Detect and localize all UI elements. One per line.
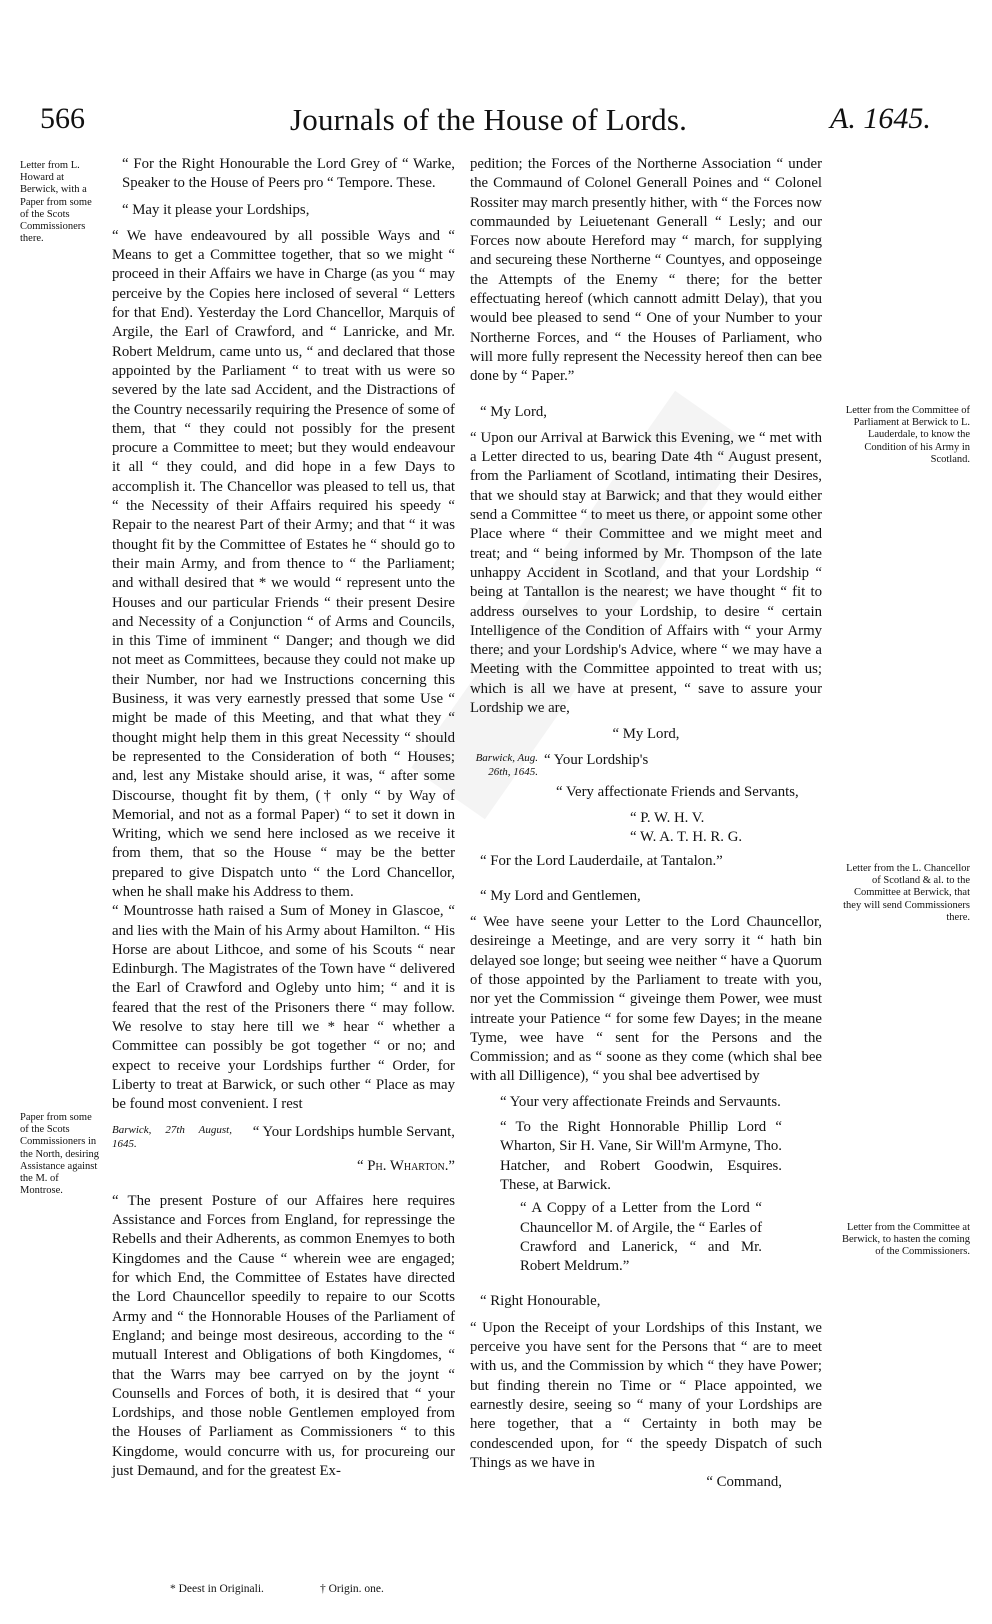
letter-paragraph: “ Upon the Receipt of your Lordships of this Instant, we perceive you have sent for the Persons that “ are to meet with us, and the Commission by which “ they have Power; but finding therein no Time or “ Place appointed, we earnestly desire, seeing so “ many of your Lordships are here together, that a “ Certainty in both may be condescended upon, for “ the speedy Dispatch of such Things as we have in (470, 1319, 822, 1471)
letter-salutation: “ May it please your Lordships, (122, 201, 310, 218)
closing-line: “ Your Lordship's (544, 751, 649, 768)
letter-paragraph: “ Wee have seene your Letter to the Lord Chauncellor, desireinge a Meetinge, and are very sorry it “ hath bin delayed soe longe; but seeing wee neither “ have a Quorum of those appointed by the Parliament to treate with you, nor yet the Commission “ giveinge them Power, wee must intreate your Patience “ for some few Dayes; in the meane Tyme, wee have “ sent for the Persons and the Commission; and as “ soone as they come (which shal bee with all Dilligence), “ you shal bee advertised by (470, 914, 822, 1085)
margin-note-right-2: Letter from the L. Chancellor of Scotland & al. to the Committee at Berwick, that they will send Commissioners there. (843, 863, 970, 923)
signature-initials: “ W. A. T. H. R. G. (630, 829, 743, 846)
right-column (470, 155, 822, 1492)
closing-line: “ Very affectionate Friends and Servants, (556, 783, 799, 800)
paper-paragraph-continued: pedition; the Forces of the Northerne Association “ under the Commaund of Colonel Generall Poines and “ Colonel Rossiter may march presently hither, with “ the Forces now commaunded by Leiuetenant Generall “ Lesly; and our Forces now aboute Hereford may “ march, for supplying and secureing these Northerne “ Countyes, and opposeinge the Attempts of the Enemy “ there; for the better effectuating hereof (which cannott admitt Delay), that you would bee pleased to send “ One of your Number to your Northerne Forces, and “ the Houses of Parliament, who will more fully represent the Necessity hereof then can bee done by “ Paper.” (470, 156, 822, 385)
signature: “ Ph. Wharton.” (357, 1157, 455, 1174)
letter-salutation: “ My Lord, (480, 403, 547, 420)
closing-line: “ Your Lordships humble Servant, (252, 1123, 455, 1140)
footnote: † Origin. one. (320, 1583, 384, 1595)
closing-line: “ My Lord, (612, 726, 680, 743)
letter-address: “ To the Right Honnorable Phillip Lord “ Wharton, Sir H. Vane, Sir Will'm Armyne, Tho. Hatcher, and Robert Goodwin, Esquires. These, at Barwick. (500, 1119, 782, 1193)
footnote: * Deest in Originali. (170, 1583, 264, 1595)
date-line: Barwick, Aug. 26th, 1645. (475, 751, 538, 778)
catchword: “ Command, (706, 1474, 782, 1491)
letter-salutation: “ Right Honourable, (480, 1293, 601, 1310)
letter-address: “ For the Right Honourable the Lord Grey of “ Warke, Speaker to the House of Peers pro “ Tempore. These. (122, 156, 455, 192)
paper-paragraph: “ The present Posture of our Affaires here requires Assistance and Forces from England, for repressinge the Rebells and their Adherents, as common Enemyes to both Kingdomes and the Cause “ wherein wee are engaged; for which End, the Committee of Estates have directed the Lord Chauncellor speedily to repaire to our Scotts Army and “ the Honnorable Houses of the Parliament of England; and beinge most desireous, according to the “ mutuall Interest and Obligations of both Kingdomes, “ that the Warrs may bee carryed on by the joynt “ Counsells and Forces of both, it is desired that “ your Lordships, and those noble Gentlemen employed from the Houses of Parliament as Commissioners “ to this Kingdome, would concurre with us, for procureing our just Demaund, and for the greatest Ex- (112, 1192, 455, 1479)
date-line: Barwick, 27th August, 1645. (112, 1123, 232, 1150)
page-number: 566 (40, 102, 85, 135)
signature-initials: “ P. W. H. V. (630, 809, 705, 826)
margin-note-right-3: Letter from the Committee at Berwick, to hasten the coming of the Commissioners. (841, 1222, 970, 1258)
copy-note: “ A Coppy of a Letter from the Lord “ Chauncellor M. of Argile, the “ Earles of Crawford and Lanerick, “ and Mr. Robert Meldrum.” (520, 1200, 762, 1275)
margin-note-left-1: Letter from L. Howard at Berwick, with a Paper from some of the Scots Commissioners there. (20, 160, 92, 245)
margin-note-left-2: Paper from some of the Scots Commissioners in the North, desiring Assistance against the M. of Montrose. (20, 1112, 100, 1197)
letter-paragraph: “ We have endeavoured by all possible Ways and “ Means to get a Committee together, that so we might “ proceed in their Affairs we have in Charge (as you “ may perceive by the Copies here inclosed of several “ Letters for that End). Yesterday the Lord Chancellor, Marquis of Argile, the Earl of Crawford, and “ Lanricke, and Mr. Robert Meldrum, came unto us, “ and declared that those appointed by the Parliament “ to treat with us were so severed by the late sad Accident, and the Distractions of the Country necessarily requiring the Presence of some of them, that “ they could not possibly for the present procure a Committee to meet; but they would endeavour it all “ they could, and did hope in a few Days to accomplish it. The Chancellor was pleased to tell us, that “ the Necessity of their Affairs required his speedy “ Repair to the nearest Part of their Army; and that “ it was thought fit by the Committee of Estates he “ should go to their main Army, and from thence to “ the Parliament; and withall desired that * we would “ represent unto the Houses and our particular Friends “ their present Desire and Necessity of a Conjunction “ of Arms and Councils, in this Time of imminent “ Danger; and though we did not meet as Committees, because they could not make up their Number, nor had we Instructions concerning this Business, it was very earnestly pressed that some Use “ might be made of this Meeting, and that what they “ thought might help them in this great Necessity “ should be represented to the Consideration of both “ Houses; and, lest any Mistake should arise, it was, “ after some Discourse, thought fit by them, († only “ by Way of Memorial, and not as a formal Paper) “ to set it down in Writing, which we send here inclosed as we receive it from them, that so the House “ may be the better prepared to give Dispatch unto “ the Lord Chancellor, when he shall make his Address to them. (112, 227, 455, 900)
letter-salutation: “ My Lord and Gentlemen, (480, 887, 641, 904)
margin-note-right-1: Letter from the Committee of Parliament at Berwick to L. Lauderdale, to know the Condition of his Army in Scotland. (845, 405, 970, 465)
page-title: Journals of the House of Lords. (290, 102, 688, 137)
letter-address: “ For the Lord Lauderdaile, at Tantalon.” (480, 852, 723, 869)
letter-paragraph: “ Upon our Arrival at Barwick this Evening, we “ met with a Letter directed to us, bearing Date 4th “ August present, from the Parliament of Scotland, intimating their Desires, that we should stay at Barwick; and that they would either send a Committee “ to meet us there, or appoint some other Place where “ their Committee and we might meet and treat; and “ being informed by Mr. Thompson of the late unhappy Accident in Scotland, and that your Lordship “ being at Tantallon is the nearest; we have thought “ fit to address ourselves to your Lordship, to desire “ certain Intelligence of the Condition of Affairs with “ your Army there; and your Lordship's Advice, where “ we may have a Meeting with the Committee appointed to treat with us; which is all we have at present, “ save to assure your Lordship we are, (470, 429, 822, 717)
closing-line: “ Your very affectionate Freinds and Servaunts. (500, 1093, 781, 1110)
letter-paragraph: “ Mountrosse hath raised a Sum of Money in Glascoe, “ and lies with the Main of his Army about Hamilton. “ His Horse are about Lithcoe, and some of his Scouts “ near Edinburgh. The Magistrates of the Town have “ delivered the Earl of Crawford and Ogleby unto him; “ and it is feared that the rest of the Prisoners there “ may follow. We resolve to stay here till we * hear “ whether a Committee can possibly be got together “ or no; and expect to receive your Lordships further “ Order, for Liberty to treat at Barwick, or such other “ Place as may be found most convenient. I rest (112, 903, 455, 1113)
left-column (112, 155, 455, 1481)
page-year: A. 1645. (830, 102, 931, 135)
